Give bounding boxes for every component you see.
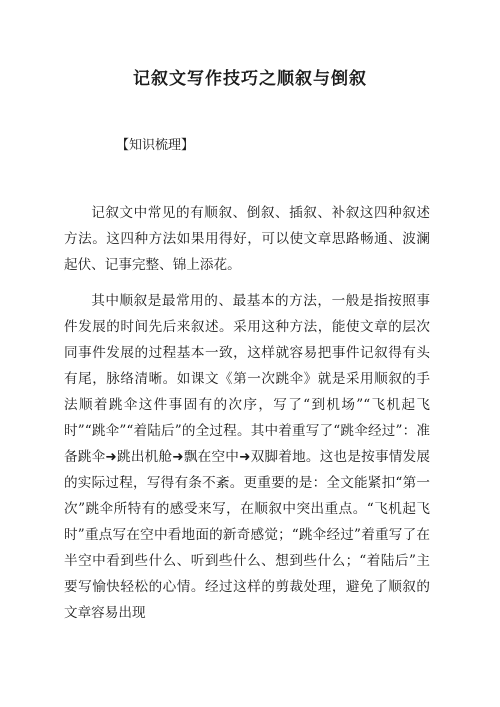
document-title: 记叙文写作技巧之顺叙与倒叙 bbox=[133, 69, 367, 89]
paragraph: 其中顺叙是最常用的、最基本的方法，一般是指按照事件发展的时间先后来叙述。采用这种方法，能使文章的层次同事件发展的过程基本一致，这样就容易把事件记叙得有头有尾，脉络清晰。如课文《第一次跳伞》就是采用顺叙的手法顺着跳伞这件事固有的次序，写了“到机场”“飞机起飞时”“跳伞”“着陆后”的全过程。其中着重写了“跳伞经过”：准备跳伞➜跳出机舱➜飘在空中➜双脚着地。这也是按事情发展的实际过程，写得有条不紊。更重要的是：全文能紧扣“第一次”跳伞所特有的感受来写，在顺叙中突出重点。“飞机起飞时”重点写在空中看地面的新奇感觉；“跳伞经过”着重写了在半空中看到些什么、听到些什么、想到些什么；“着陆后”主要写愉快轻松的心情。经过这样的剪裁处理，避免了顺叙的文章容易出现 bbox=[64, 293, 430, 621]
paragraph: 记叙文中常见的有顺叙、倒叙、插叙、补叙这四种叙述方法。这四种方法如果用得好，可以使文章思路畅通、波澜起伏、记事完整、锦上添花。 bbox=[64, 205, 430, 273]
document-body bbox=[64, 200, 430, 636]
section-heading: 【知识梳理】 bbox=[116, 138, 195, 153]
